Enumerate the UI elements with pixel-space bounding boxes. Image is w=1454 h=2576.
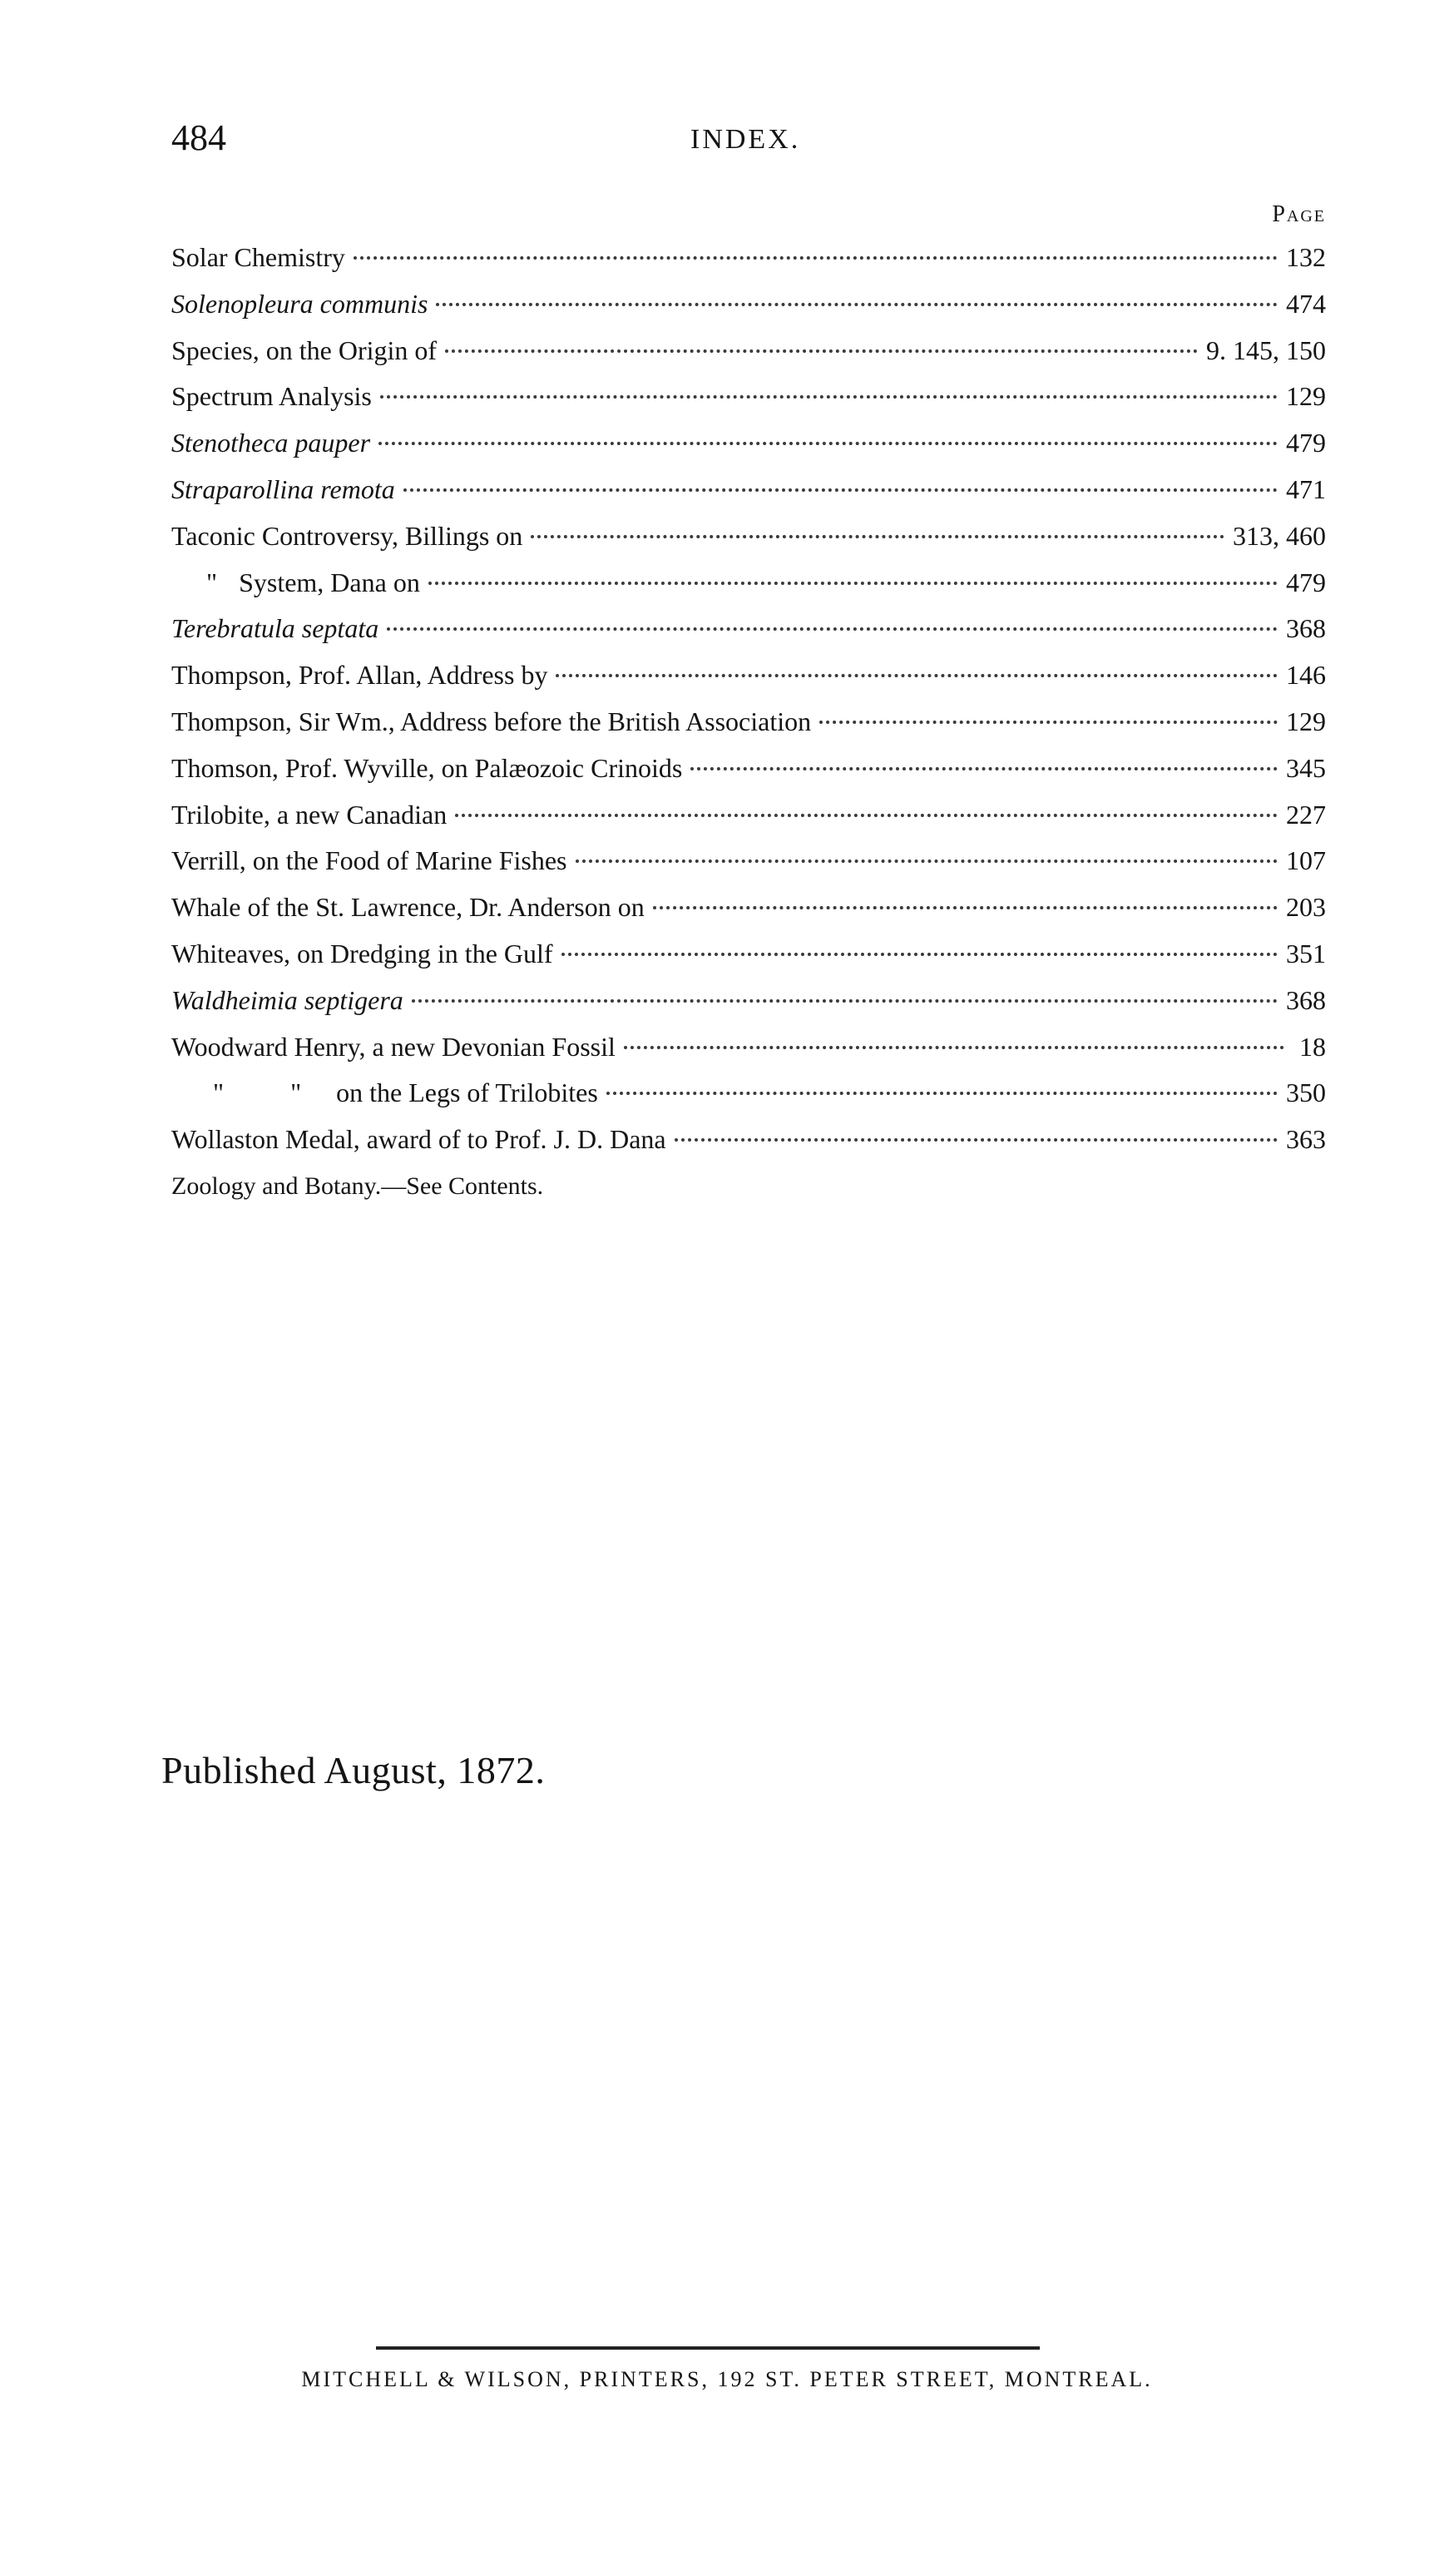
index-entry	[171, 746, 1326, 792]
entry-label: Verrill, on the Food of Marine Fishes	[171, 845, 567, 876]
index-entries	[171, 235, 1326, 1210]
entry-label: Spectrum Analysis	[171, 381, 372, 412]
dot-leader	[380, 395, 1278, 399]
index-entry	[171, 931, 1326, 978]
entry-page-ref: 474	[1286, 288, 1326, 319]
entry-page-ref: 9. 145, 150	[1206, 334, 1326, 365]
entry-page-ref: 471	[1286, 473, 1326, 504]
entry-page-ref: 313, 460	[1233, 520, 1326, 551]
ditto-mark: " "	[213, 1077, 302, 1108]
index-entry	[171, 374, 1326, 420]
dot-leader	[455, 814, 1278, 817]
dot-leader	[561, 953, 1278, 956]
entry-page-ref: 345	[1286, 752, 1326, 783]
publication-date: Published August, 1872.	[161, 1749, 546, 1791]
entry-page-ref: 479	[1286, 428, 1326, 458]
dot-leader	[690, 767, 1278, 770]
entry-label: Zoology and Botany.—See Contents.	[171, 1172, 544, 1200]
printer-imprint: MITCHELL & WILSON, PRINTERS, 192 ST. PETER STREET, MONTREAL.	[301, 2367, 1153, 2391]
entry-label: Thomson, Prof. Wyville, on Palæozoic Crinoids	[171, 752, 683, 783]
dot-leader	[819, 721, 1278, 724]
entry-page-ref: 368	[1286, 613, 1326, 644]
index-entry	[171, 838, 1326, 884]
dot-leader	[354, 256, 1278, 260]
entry-label: System, Dana on	[239, 567, 420, 597]
entry-label: Taconic Controversy, Billings on	[171, 520, 523, 551]
dot-leader	[576, 859, 1278, 863]
entry-page-ref: 363	[1286, 1124, 1326, 1155]
index-entry	[171, 652, 1326, 699]
dot-leader	[556, 674, 1278, 677]
entry-label: Straparollina remota	[171, 473, 395, 504]
index-entry	[171, 560, 1326, 607]
entry-label: Solar Chemistry	[171, 242, 345, 272]
index-entry	[171, 699, 1326, 746]
dot-leader	[428, 582, 1278, 585]
entry-page-ref: 350	[1286, 1077, 1326, 1108]
entry-page-ref: 107	[1286, 845, 1326, 876]
dot-leader	[653, 906, 1278, 909]
page-header	[171, 116, 1336, 166]
dot-leader	[378, 442, 1278, 445]
index-entry	[171, 420, 1326, 467]
dot-leader	[412, 999, 1278, 1003]
index-entry	[171, 978, 1326, 1024]
entry-label: Terebratula septata	[171, 613, 379, 644]
entry-label: Species, on the Origin of	[171, 334, 438, 365]
entry-label: Thompson, Prof. Allan, Address by	[171, 660, 548, 691]
dot-leader	[606, 1092, 1278, 1095]
footer-rule	[376, 2346, 1040, 2350]
entry-label: on the Legs of Trilobites	[336, 1077, 598, 1108]
dot-leader	[531, 535, 1224, 538]
page-column-label: Page	[1272, 201, 1326, 227]
entry-page-ref: 479	[1286, 567, 1326, 597]
index-entry	[171, 235, 1326, 281]
dot-leader	[403, 488, 1278, 492]
entry-label: Whale of the St. Lawrence, Dr. Anderson on	[171, 892, 645, 923]
dot-leader	[387, 627, 1278, 631]
index-entry	[171, 281, 1326, 328]
entry-label: Thompson, Sir Wm., Address before the British Association	[171, 706, 812, 736]
index-entry	[171, 1070, 1326, 1117]
entry-label: Stenotheca pauper	[171, 428, 371, 458]
entry-page-ref: 368	[1286, 984, 1326, 1015]
index-entry	[171, 513, 1326, 560]
dot-leader	[675, 1138, 1278, 1142]
entry-page-ref: 227	[1286, 799, 1326, 830]
entry-label: Woodward Henry, a new Devonian Fossil	[171, 1031, 616, 1062]
entry-label: Waldheimia septigera	[171, 984, 403, 1015]
page-number: 484	[171, 117, 226, 158]
entry-label: Whiteaves, on Dredging in the Gulf	[171, 938, 553, 968]
entry-page-ref: 129	[1286, 381, 1326, 412]
index-entry	[171, 1117, 1326, 1163]
entry-label: Wollaston Medal, award of to Prof. J. D. Dana	[171, 1124, 666, 1155]
index-entry	[171, 606, 1326, 652]
ditto-mark: "	[206, 567, 218, 597]
running-head: INDEX.	[690, 124, 801, 155]
entry-label: Trilobite, a new Canadian	[171, 799, 448, 830]
index-entry	[171, 1163, 1326, 1210]
entry-label: Solenopleura communis	[171, 288, 428, 319]
index-entry	[171, 884, 1326, 931]
index-entry	[171, 328, 1326, 374]
dot-leader	[445, 349, 1198, 353]
index-entry	[171, 792, 1326, 839]
entry-page-ref: 18	[1299, 1031, 1326, 1062]
dot-leader	[624, 1046, 1284, 1049]
index-entry	[171, 467, 1326, 513]
entry-page-ref: 351	[1286, 938, 1326, 968]
entry-page-ref: 146	[1286, 660, 1326, 691]
dot-leader	[436, 303, 1278, 306]
entry-page-ref: 129	[1286, 706, 1326, 736]
entry-page-ref: 203	[1286, 892, 1326, 923]
index-entry	[171, 1024, 1326, 1071]
entry-page-ref: 132	[1286, 242, 1326, 272]
